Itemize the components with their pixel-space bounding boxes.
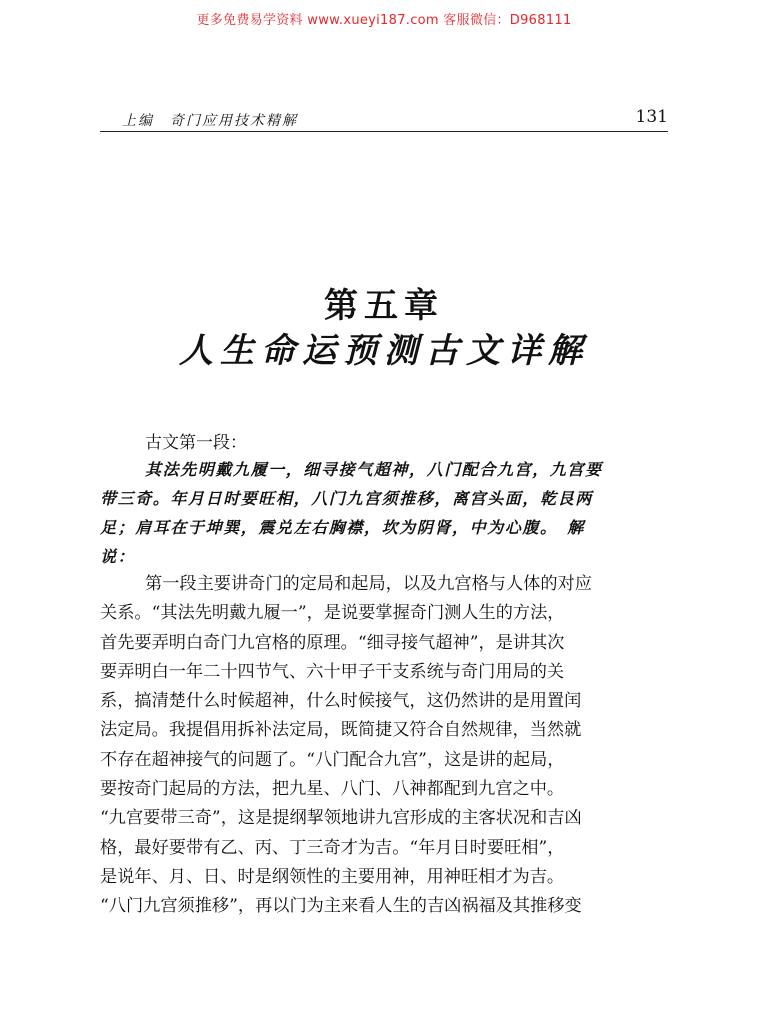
paragraph-line: 要按奇门起局的方法，把九星、八门、八神都配到九宫之中。 bbox=[100, 779, 565, 800]
classical-quote bbox=[100, 455, 672, 571]
quote-line: 带三奇。年月日时要旺相，八门九宫须推移，离宫头面，乾艮两 bbox=[100, 489, 593, 508]
paragraph-line: 法定局。我提倡用拆补法定局，既简捷又符合自然规律，当然就 bbox=[100, 720, 582, 741]
paragraph-line: 要弄明白一年二十四节气、六十甲子干支系统与奇门用局的关 bbox=[100, 661, 565, 682]
paragraph-line: “八门九宫须推移”，再以门为主来看人生的吉凶祸福及其推移变 bbox=[100, 896, 582, 917]
quote-line: 足；肩耳在于坤巽，震兑左右胸襟，坎为阴肾，中为心腹。 解 bbox=[100, 518, 585, 537]
chapter-number: 第五章 bbox=[324, 286, 444, 326]
section-label: 古文第一段： bbox=[145, 433, 247, 453]
paragraph-line: 第一段主要讲奇门的定局和起局，以及九宫格与人体的对应 bbox=[145, 574, 592, 594]
running-head-section: 上编 奇门应用技术精解 bbox=[122, 113, 298, 129]
page-number: 131 bbox=[635, 107, 668, 127]
paragraph-line: 首先要弄明白奇门九宫格的原理。“细寻接气超神”，是讲其次 bbox=[100, 632, 565, 653]
paragraph-line: 格，最好要带有乙、丙、丁三奇才为吉。“年月日时要旺相”， bbox=[100, 837, 565, 858]
watermark-banner[interactable]: 更多免费易学资料 www.xueyi187.com 客服微信：D968111 bbox=[196, 13, 572, 28]
paragraph-line: 关系。“其法先明戴九履一”，是说要掌握奇门测人生的方法， bbox=[100, 603, 565, 624]
quote-line: 其法先明戴九履一，细寻接气超神，八门配合九宫，九宫要 bbox=[145, 460, 603, 479]
paragraph-line: “九宫要带三奇”，这是提纲挈领地讲九宫形成的主客状况和吉凶 bbox=[100, 808, 582, 829]
paragraph-line: 不存在超神接气的问题了。“八门配合九宫”，这是讲的起局， bbox=[100, 749, 565, 770]
header-rule bbox=[100, 131, 668, 132]
paragraph-line: 系，搞清楚什么时候超神，什么时候接气，这仍然讲的是用置闰 bbox=[100, 691, 582, 712]
quote-line: 说： bbox=[100, 547, 136, 566]
running-head bbox=[100, 107, 668, 131]
chapter-title: 人生命运预测古文详解 bbox=[179, 331, 589, 371]
paragraph-line: 是说年、月、日、时是纲领性的主要用神，用神旺相才为吉。 bbox=[100, 866, 565, 887]
explanation-paragraph bbox=[100, 570, 672, 922]
